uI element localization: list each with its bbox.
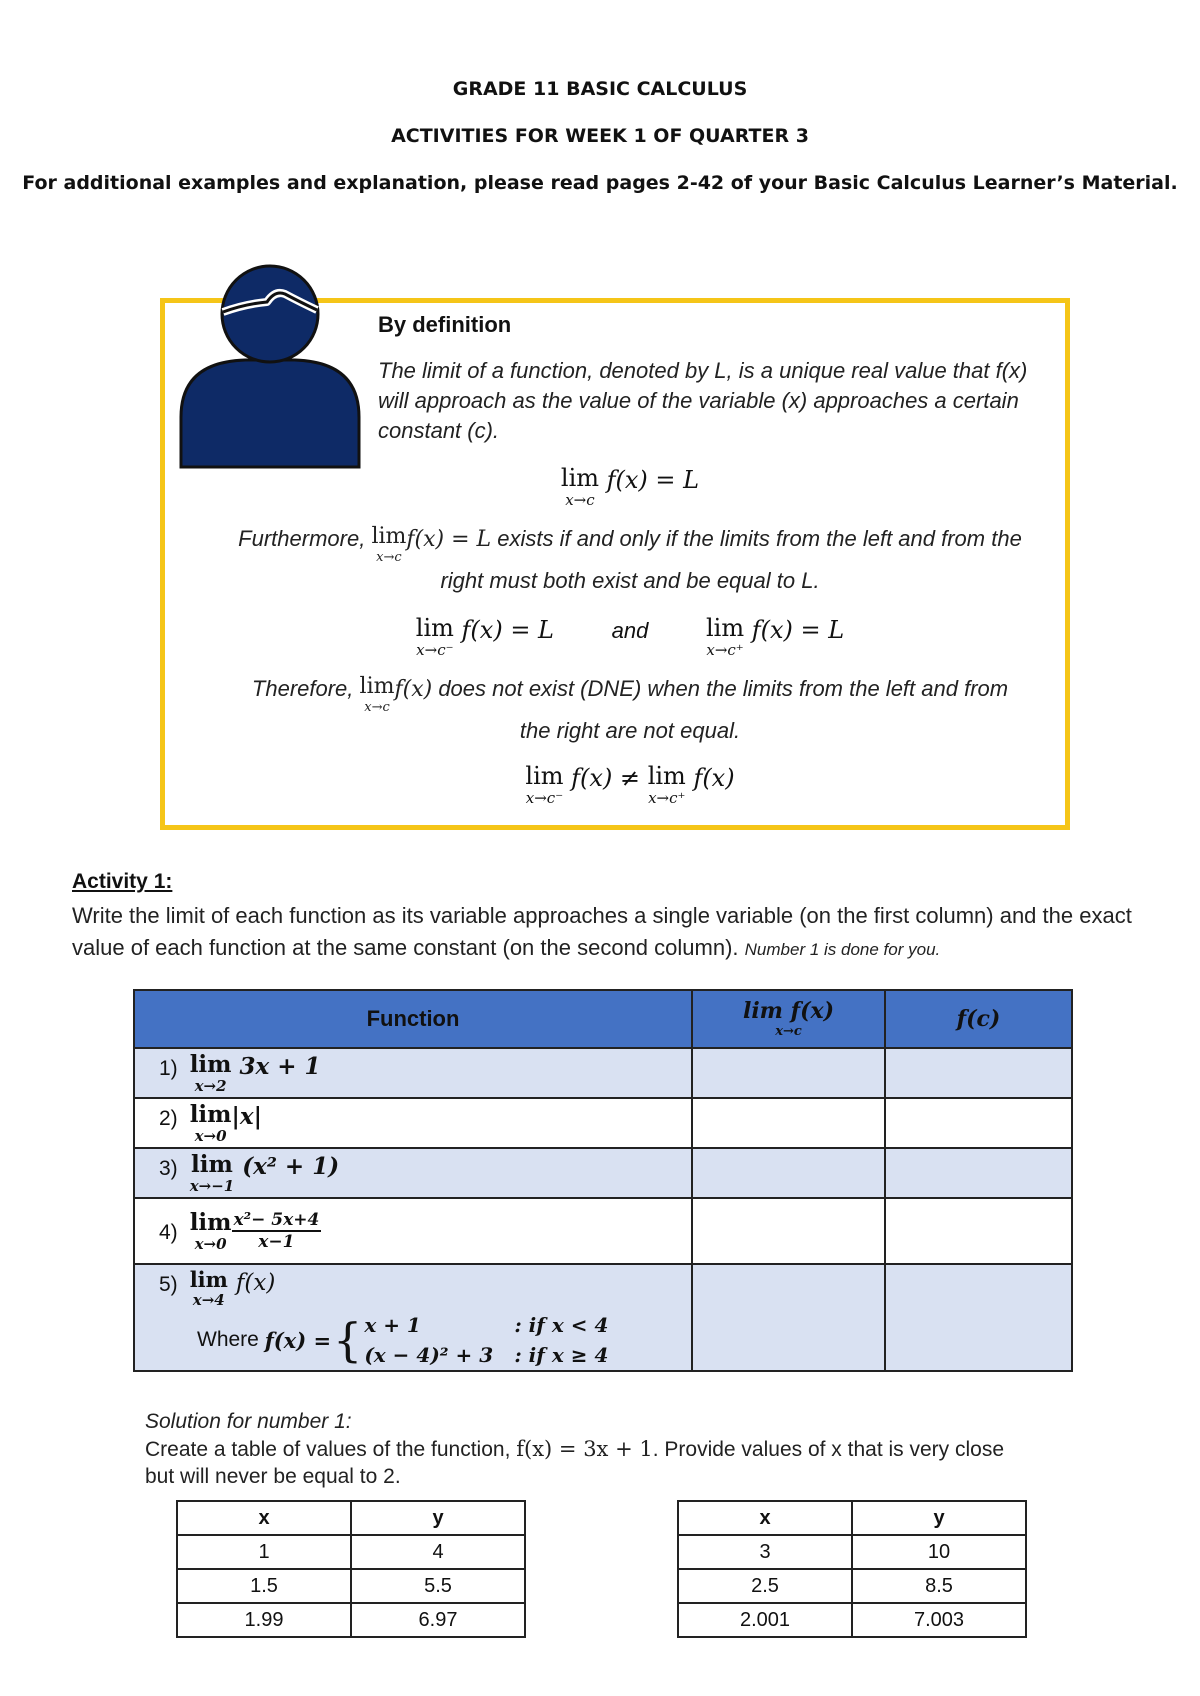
one-sided-limits-formula: lim x→c⁻ f(x) = L and lim x→c⁺ f(x) = L bbox=[415, 614, 845, 659]
values-table-right bbox=[677, 1500, 1027, 1638]
column-header-y: y bbox=[351, 1501, 525, 1535]
reading-note: For additional examples and explanation, please read pages 2-42 of your Basic Calculus Learner’s Material. bbox=[22, 172, 1178, 194]
activity-title: Activity 1: bbox=[72, 870, 173, 893]
table-row: 2.001 7.003 bbox=[678, 1603, 1026, 1637]
activity-table bbox=[133, 989, 1073, 1372]
table-row: 5) lim x→4 f(x) Where f(x) = { x + 1 : if x < 4 (x − 4)² + 3 : if x ≥ 4 bbox=[134, 1264, 1072, 1371]
therefore-statement: Therefore, lim x→c f(x) does not exist (DNE) when the limits from the left and from bbox=[251, 674, 1009, 715]
solution-title: Solution for number 1: bbox=[145, 1410, 352, 1433]
limit-answer-cell[interactable] bbox=[692, 1148, 885, 1198]
furthermore-statement: Furthermore, lim x→c f(x) = L exists if and only if the limits from the left and from the bbox=[238, 524, 1022, 565]
table-row: 2) lim x→0 |x| bbox=[134, 1098, 1072, 1148]
page-subtitle: ACTIVITIES FOR WEEK 1 OF QUARTER 3 bbox=[391, 125, 809, 147]
limit-answer-cell[interactable] bbox=[692, 1098, 885, 1148]
table-row: 1 4 bbox=[177, 1535, 525, 1569]
column-header-fc: f(c) bbox=[885, 990, 1072, 1048]
activity-instructions: Write the limit of each function as its variable approaches a single variable (on the first column) and the exact value of each function at the same constant (on the second column). Number 1 is done for you. bbox=[72, 903, 1132, 960]
value-answer-cell[interactable] bbox=[885, 1148, 1072, 1198]
dne-formula: lim x→c⁻ f(x) ≠ lim x→c⁺ f(x) bbox=[525, 762, 735, 807]
furthermore-line2: right must both exist and be equal to L. bbox=[440, 568, 820, 593]
table-row: 3) lim x→−1 (x² + 1) bbox=[134, 1148, 1072, 1198]
table-row: 4) lim x→0 $\frac{\text{x²− 5x+4}}{x-1}$ bbox=[134, 1198, 1072, 1264]
limit-answer-cell[interactable] bbox=[692, 1048, 885, 1098]
therefore-line2: the right are not equal. bbox=[519, 718, 741, 743]
person-avatar-icon bbox=[175, 262, 365, 472]
table-row: 2.5 8.5 bbox=[678, 1569, 1026, 1603]
table-row: 1) lim x→2 3x + 1 bbox=[134, 1048, 1072, 1098]
column-header-y: y bbox=[852, 1501, 1026, 1535]
table-row: 1.5 5.5 bbox=[177, 1569, 525, 1603]
column-header-function: Function bbox=[134, 990, 692, 1048]
table-row: 1.99 6.97 bbox=[177, 1603, 525, 1637]
value-answer-cell[interactable] bbox=[885, 1198, 1072, 1264]
limit-answer-cell[interactable] bbox=[692, 1198, 885, 1264]
column-header-limit: lim f(x) x→c bbox=[692, 990, 885, 1048]
column-header-x: x bbox=[678, 1501, 852, 1535]
values-table-left bbox=[176, 1500, 526, 1638]
table-row: 3 10 bbox=[678, 1535, 1026, 1569]
solution-text: Create a table of values of the function, f(x) = 3x + 1. Provide values of x that is very close bbox=[145, 1437, 1005, 1461]
limit-definition-formula: lim x→c f(x) = L bbox=[560, 464, 700, 509]
definition-text: The limit of a function, denoted by L, is a unique real value that f(x) will approach as the value of the variable (x) approaches a certain constant (c). bbox=[378, 358, 1028, 443]
solution-text-line2: but will never be equal to 2. bbox=[145, 1465, 401, 1488]
column-header-x: x bbox=[177, 1501, 351, 1535]
page-title: GRADE 11 BASIC CALCULUS bbox=[452, 78, 748, 100]
limit-answer-cell[interactable] bbox=[692, 1264, 885, 1371]
value-answer-cell[interactable] bbox=[885, 1098, 1072, 1148]
value-answer-cell[interactable] bbox=[885, 1048, 1072, 1098]
value-answer-cell[interactable] bbox=[885, 1264, 1072, 1371]
definition-title: By definition bbox=[378, 312, 512, 337]
